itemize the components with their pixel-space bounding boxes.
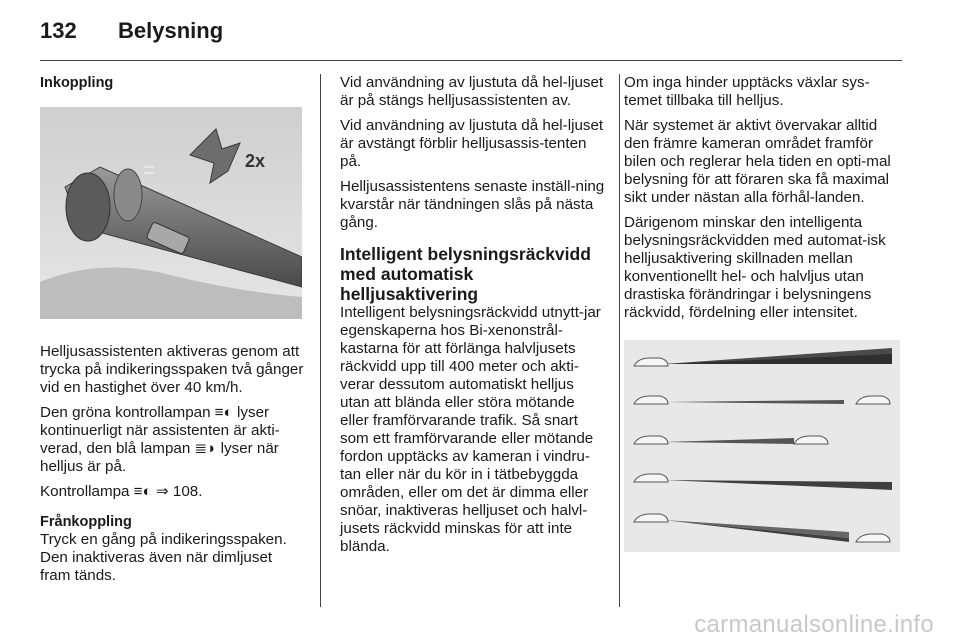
- column-divider-1: [320, 74, 321, 607]
- paragraph: Vid användning av ljustuta då hel-ljuset är på stängs helljusassistenten av.: [340, 74, 604, 109]
- paragraph: Vid användning av ljustuta då hel-ljuset är avstängt förblir helljusassis-tenten på.: [340, 117, 604, 170]
- column-3: [624, 74, 904, 552]
- indicator-stalk-illustration: [40, 107, 302, 319]
- paragraph: Helljusassistentens senaste inställ-ning kvarstår när tändningen slås på nästa gång.: [340, 178, 605, 231]
- paragraph: Kontrollampa ≡◐ ⇒ 108.: [40, 483, 203, 500]
- paragraph: Om inga hinder upptäcks växlar sys-temet tillbaka till helljus.: [624, 74, 870, 109]
- paragraph: Helljusassistenten aktiveras genom att trycka på indikeringsspaken två gånger vid en hastighet över 40 km/h.: [40, 343, 304, 396]
- header-rule: [40, 60, 902, 61]
- paragraph: När systemet är aktivt övervakar alltid den främre kameran området framför bilen och reglerar hela tiden en opti-mal belysning för att föraren ska få maximal sikt under nästan alla förhål-landen.: [624, 117, 891, 206]
- column-2: [340, 74, 605, 563]
- watermark: carmanualsonline.info: [694, 611, 934, 638]
- beam-range-illustration: [624, 340, 900, 552]
- paragraph: Intelligent belysningsräckvidd utnytt-jar egenskaperna hos Bi-xenonstrål-kastarna för att förlänga halvljusets räckvidd upp till 400 meter och akti-verar dessutom automatiskt helljus utan att blända eller störa mötande eller framförvarande trafik. Så snart som ett framförvarande eller mötande fordon upptäcks av kameran i vindru-tan eller när du kör in i tätbebyggda områden, eller om det är dimma eller snöar, inaktiveras helljuset och halvl-jusets räckvidd minskas för att inte blända.: [340, 304, 601, 555]
- press-twice-label: 2x: [245, 151, 266, 171]
- column-divider-2: [619, 74, 620, 607]
- section-title: Belysning: [118, 18, 224, 43]
- paragraph: Tryck en gång på indikeringsspaken. Den inaktiveras även när dimljuset fram tänds.: [40, 531, 287, 584]
- page-header: [40, 18, 223, 44]
- paragraph: Den gröna kontrollampan ≡◐ lyser kontinuerligt när assistenten är akti-verad, den blå lampan ≣◗ lyser när helljus är på.: [40, 404, 280, 475]
- subheading-deactivation: Frånkoppling: [40, 514, 132, 530]
- paragraph: Därigenom minskar den intelligenta belysningsräckvidden med automat-isk helljusaktivering skillnaden mellan konventionellt hel- och halvljus utan drastiska förändringar i belysningens räckvidd, fördelning eller intensitet.: [624, 214, 886, 321]
- page-number: 132: [40, 18, 77, 43]
- section-heading: Intelligent belysningsräckvidd med automatisk helljusaktivering: [340, 244, 591, 304]
- column-1: [40, 74, 305, 592]
- subheading-activation: Inkoppling: [40, 75, 114, 91]
